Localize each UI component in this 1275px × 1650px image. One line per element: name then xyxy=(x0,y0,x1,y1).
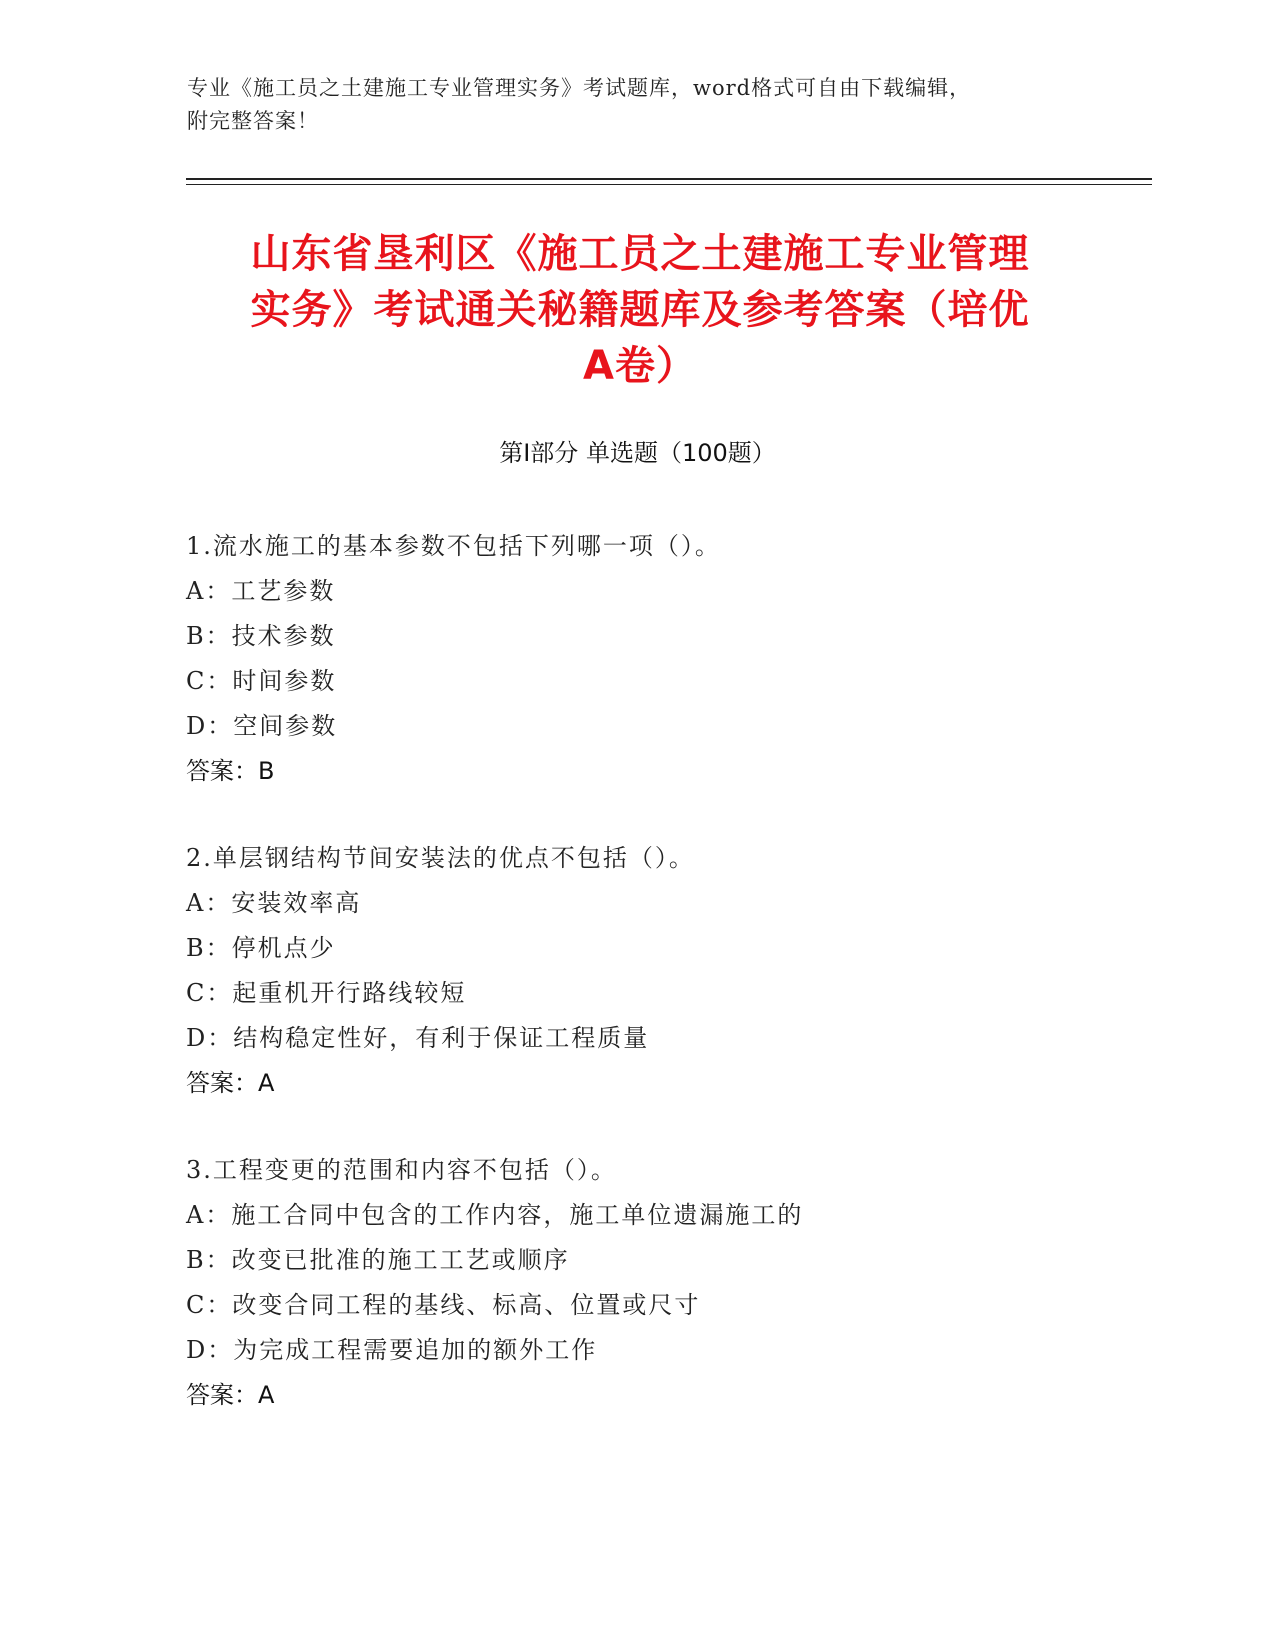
header-note-line-2: 附完整答案！ xyxy=(187,109,319,133)
question-option-d: D：空间参数 xyxy=(186,712,338,740)
question-item xyxy=(186,524,1146,794)
question-option-c: C：改变合同工程的基线、标高、位置或尺寸 xyxy=(186,1291,701,1319)
question-option-a: A：安装效率高 xyxy=(186,889,362,917)
document-title-line-3: A卷） xyxy=(583,343,697,389)
question-option-b: B：技术参数 xyxy=(186,622,336,650)
question-answer: 答案：B xyxy=(186,757,275,785)
question-option-c: C：起重机开行路线较短 xyxy=(186,979,467,1007)
question-stem: 1.流水施工的基本参数不包括下列哪一项（）。 xyxy=(186,532,721,560)
question-option-b: B：停机点少 xyxy=(186,934,336,962)
question-option-c: C：时间参数 xyxy=(186,667,337,695)
question-option-b: B：改变已批准的施工工艺或顺序 xyxy=(186,1246,570,1274)
question-item xyxy=(186,1148,1146,1418)
header-note-line-1: 专业《施工员之土建施工专业管理实务》考试题库，word格式可自由下载编辑， xyxy=(187,76,972,100)
question-stem: 2.单层钢结构节间安装法的优点不包括（）。 xyxy=(186,844,695,872)
question-option-a: A：工艺参数 xyxy=(186,577,336,605)
question-item xyxy=(186,836,1146,1106)
document-title xyxy=(180,226,1100,394)
section-title: 第I部分 单选题（100题） xyxy=(499,439,776,467)
header-divider-thin xyxy=(186,184,1152,185)
question-answer: 答案：A xyxy=(186,1069,275,1097)
document-title-line-2: 实务》考试通关秘籍题库及参考答案（培优 xyxy=(250,287,1030,333)
header-divider-thick xyxy=(186,178,1152,180)
question-stem: 3.工程变更的范围和内容不包括（）。 xyxy=(186,1156,617,1184)
question-answer: 答案：A xyxy=(186,1381,275,1409)
question-option-d: D：结构稳定性好，有利于保证工程质量 xyxy=(186,1024,650,1052)
question-option-a: A：施工合同中包含的工作内容，施工单位遗漏施工的 xyxy=(186,1201,804,1229)
document-title-line-1: 山东省垦利区《施工员之土建施工专业管理 xyxy=(250,231,1030,277)
question-list xyxy=(186,524,1146,1460)
question-option-d: D：为完成工程需要追加的额外工作 xyxy=(186,1336,598,1364)
header-note xyxy=(187,72,1067,138)
